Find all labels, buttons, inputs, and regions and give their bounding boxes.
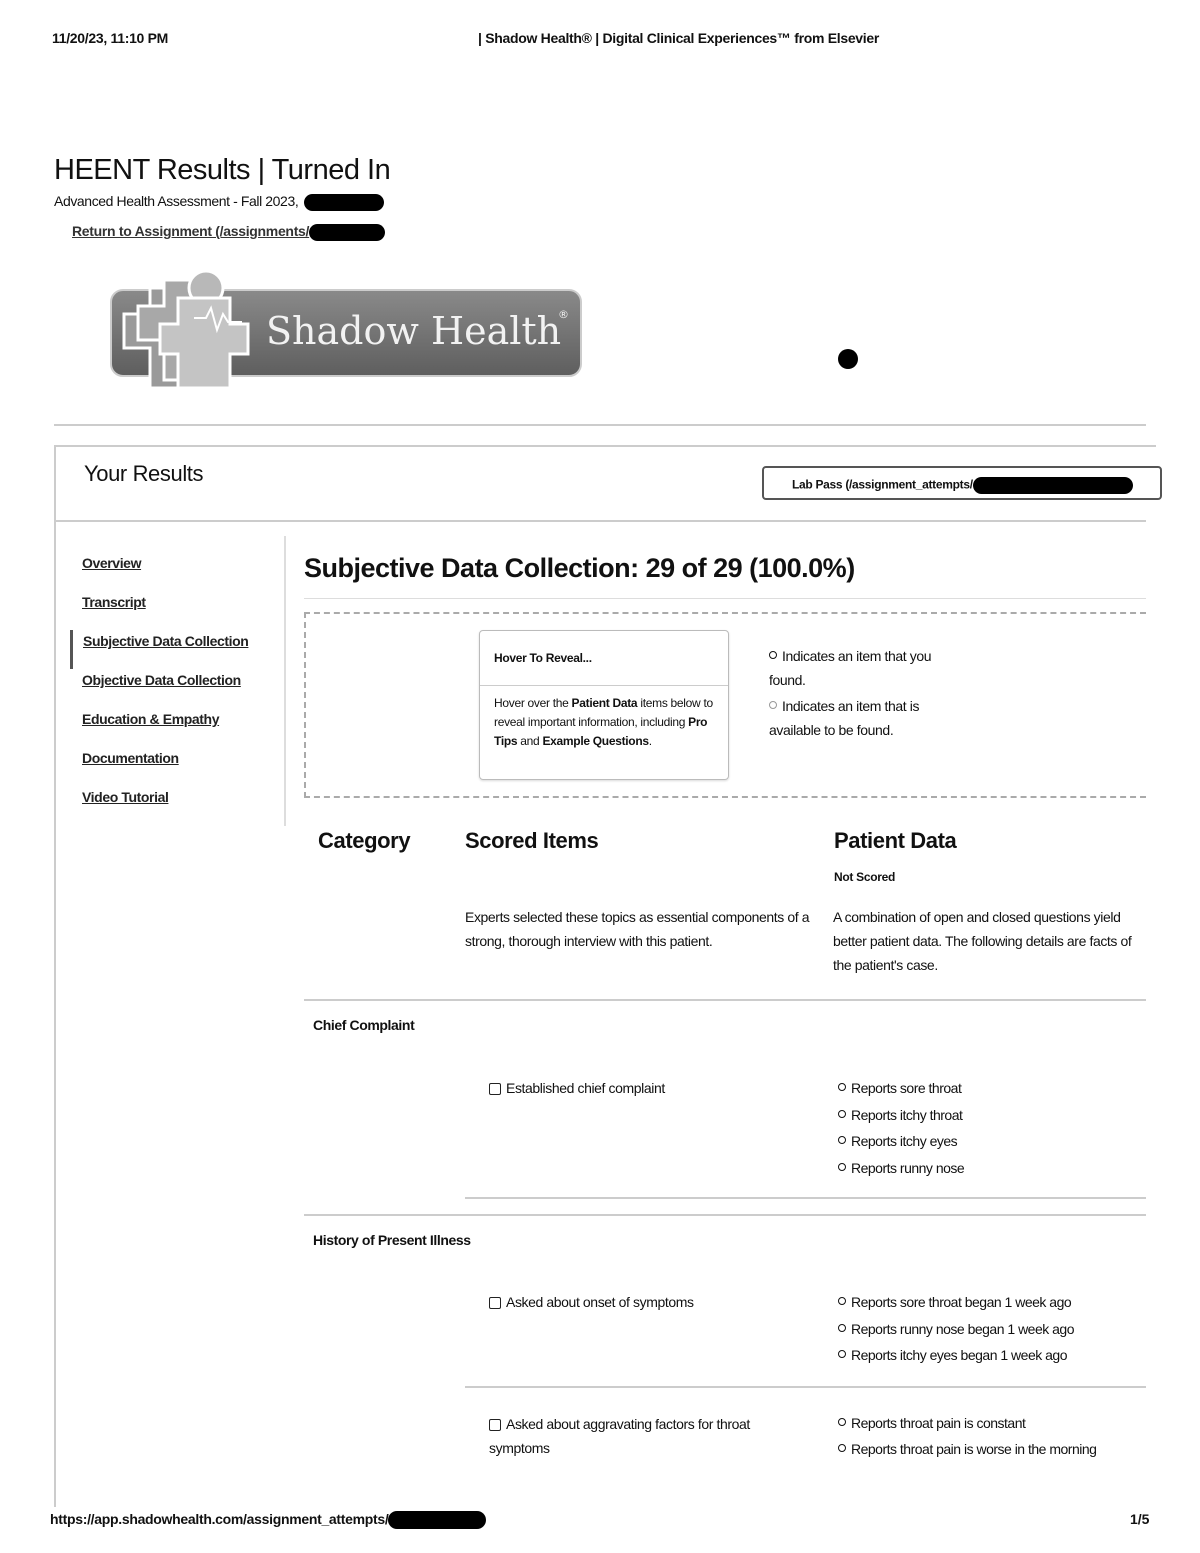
- redaction-mark: [388, 1511, 486, 1529]
- legend-found-text: Indicates an item that you found.: [769, 648, 932, 688]
- lab-pass-label: Lab Pass (/assignment_attempts/: [792, 477, 973, 492]
- tooltip-bold-text: Pro Tips: [494, 715, 708, 748]
- nav-overview[interactable]: Overview: [82, 555, 142, 571]
- scored-items-description: Experts selected these topics as essential components of a strong, thorough interview with this patient.: [465, 909, 810, 949]
- logo-graphic: [108, 268, 588, 394]
- divider: [465, 1197, 1146, 1199]
- print-page-title: | Shadow Health® | Digital Clinical Experiences™ from Elsevier: [478, 30, 880, 46]
- return-link-text: Return to Assignment (/assignments/: [72, 223, 310, 239]
- tooltip-text: items below to reveal important information, including: [494, 696, 713, 729]
- redaction-mark: [309, 224, 385, 241]
- scored-item: [489, 1076, 789, 1100]
- divider: [304, 598, 1146, 599]
- checkbox-icon: [489, 1083, 501, 1095]
- divider: [284, 536, 286, 826]
- tooltip-text: and: [517, 734, 543, 748]
- results-heading: Your Results: [84, 461, 204, 486]
- scored-item-text: Asked about aggravating factors for throat symptoms: [489, 1416, 750, 1456]
- legend-available: [769, 694, 949, 742]
- tooltip-bold-text: Example Questions: [542, 734, 649, 748]
- return-to-assignment-link[interactable]: [72, 223, 385, 241]
- found-circle-icon: [838, 1444, 846, 1452]
- section-title: Subjective Data Collection: 29 of 29 (100.0%): [304, 553, 855, 583]
- scored-item: [489, 1412, 779, 1460]
- found-circle-icon: [838, 1083, 846, 1091]
- found-circle-icon: [769, 651, 777, 659]
- course-name-text: Advanced Health Assessment - Fall 2023,: [54, 193, 299, 209]
- scored-item-text: Established chief complaint: [506, 1080, 665, 1096]
- logo-registered-mark: ®: [558, 308, 569, 321]
- patient-data-text: Reports sore throat: [851, 1080, 962, 1096]
- patient-data-item[interactable]: [838, 1289, 1128, 1316]
- found-circle-icon: [838, 1418, 846, 1426]
- tooltip-title: Hover To Reveal...: [494, 651, 592, 665]
- patient-data-list: [838, 1411, 1108, 1461]
- not-scored-label: Not Scored: [834, 870, 896, 884]
- patient-data-description: A combination of open and closed questions yield better patient data. The following details are facts of the patient's case.: [833, 909, 1132, 973]
- divider: [304, 1214, 1146, 1216]
- nav-education-empathy[interactable]: Education & Empathy: [82, 711, 220, 727]
- divider: [56, 520, 1146, 522]
- category-label: Chief Complaint: [313, 1017, 415, 1033]
- nav-transcript[interactable]: Transcript: [82, 594, 146, 610]
- divider: [304, 999, 1146, 1001]
- footer-url-text: https://app.shadowhealth.com/assignment_attempts/: [50, 1511, 389, 1527]
- tooltip-text: Hover over the: [494, 696, 572, 710]
- patient-data-item[interactable]: [838, 1075, 1128, 1102]
- found-circle-icon: [838, 1350, 846, 1358]
- column-header-patient-data: Patient Data: [834, 828, 957, 853]
- divider: [480, 685, 728, 686]
- lab-pass-button[interactable]: [762, 466, 1162, 500]
- patient-data-text: Reports throat pain is constant: [851, 1415, 1026, 1431]
- patient-data-list: [838, 1075, 1128, 1181]
- redaction-dot: [838, 349, 858, 369]
- nav-documentation[interactable]: Documentation: [82, 750, 179, 766]
- hover-reveal-tooltip: [479, 630, 729, 780]
- checkbox-icon: [489, 1297, 501, 1309]
- course-name: [54, 193, 384, 211]
- patient-data-item[interactable]: [838, 1411, 1108, 1435]
- available-circle-icon: [769, 701, 777, 709]
- legend-available-text: Indicates an item that is available to be found.: [769, 698, 920, 738]
- shadow-health-logo: [108, 268, 588, 394]
- patient-data-text: Reports runny nose: [851, 1159, 965, 1176]
- patient-data-item[interactable]: [838, 1102, 1128, 1129]
- found-circle-icon: [838, 1110, 846, 1118]
- print-page-number: 1/5: [1130, 1511, 1150, 1527]
- scored-item-text: Asked about onset of symptoms: [506, 1294, 694, 1310]
- legend-found: [769, 644, 949, 692]
- patient-data-text: Reports itchy eyes began 1 week ago: [851, 1347, 1067, 1363]
- divider: [465, 1386, 1146, 1388]
- tooltip-bold-text: Patient Data: [571, 696, 638, 710]
- found-circle-icon: [838, 1136, 846, 1144]
- tooltip-body: [494, 694, 720, 751]
- found-circle-icon: [838, 1297, 846, 1305]
- patient-data-text: Reports sore throat began 1 week ago: [851, 1294, 1072, 1310]
- patient-data-text: Reports itchy eyes: [851, 1133, 958, 1149]
- patient-data-text: Reports itchy throat: [851, 1106, 963, 1123]
- patient-data-text: Reports throat pain is worse in the morning: [851, 1441, 1097, 1457]
- results-side-nav: [70, 552, 284, 825]
- nav-subjective-data-collection[interactable]: Subjective Data Collection: [70, 630, 284, 669]
- patient-data-item[interactable]: [838, 1155, 1128, 1182]
- patient-data-list: [838, 1289, 1128, 1369]
- column-header-category: Category: [318, 828, 411, 853]
- patient-data-item[interactable]: [838, 1342, 1128, 1369]
- column-header-scored-items: Scored Items: [465, 828, 599, 853]
- print-footer-url: [50, 1511, 486, 1529]
- page-title: HEENT Results | Turned In: [54, 154, 391, 186]
- patient-data-item[interactable]: [838, 1437, 1108, 1461]
- found-circle-icon: [838, 1163, 846, 1171]
- found-circle-icon: [838, 1324, 846, 1332]
- tooltip-text: .: [648, 734, 652, 748]
- redaction-mark: [973, 477, 1133, 494]
- nav-objective-data-collection[interactable]: Objective Data Collection: [82, 672, 241, 688]
- nav-video-tutorial[interactable]: Video Tutorial: [82, 789, 169, 805]
- divider: [54, 424, 1146, 426]
- patient-data-item[interactable]: [838, 1316, 1128, 1343]
- category-label: History of Present Illness: [313, 1232, 471, 1248]
- patient-data-text: Reports runny nose began 1 week ago: [851, 1320, 1074, 1337]
- patient-data-item[interactable]: [838, 1128, 1128, 1155]
- logo-text: Shadow Health: [266, 309, 562, 353]
- checkbox-icon: [489, 1419, 501, 1431]
- print-datetime: 11/20/23, 11:10 PM: [52, 30, 169, 46]
- redaction-mark: [304, 194, 384, 211]
- scored-item: [489, 1290, 789, 1314]
